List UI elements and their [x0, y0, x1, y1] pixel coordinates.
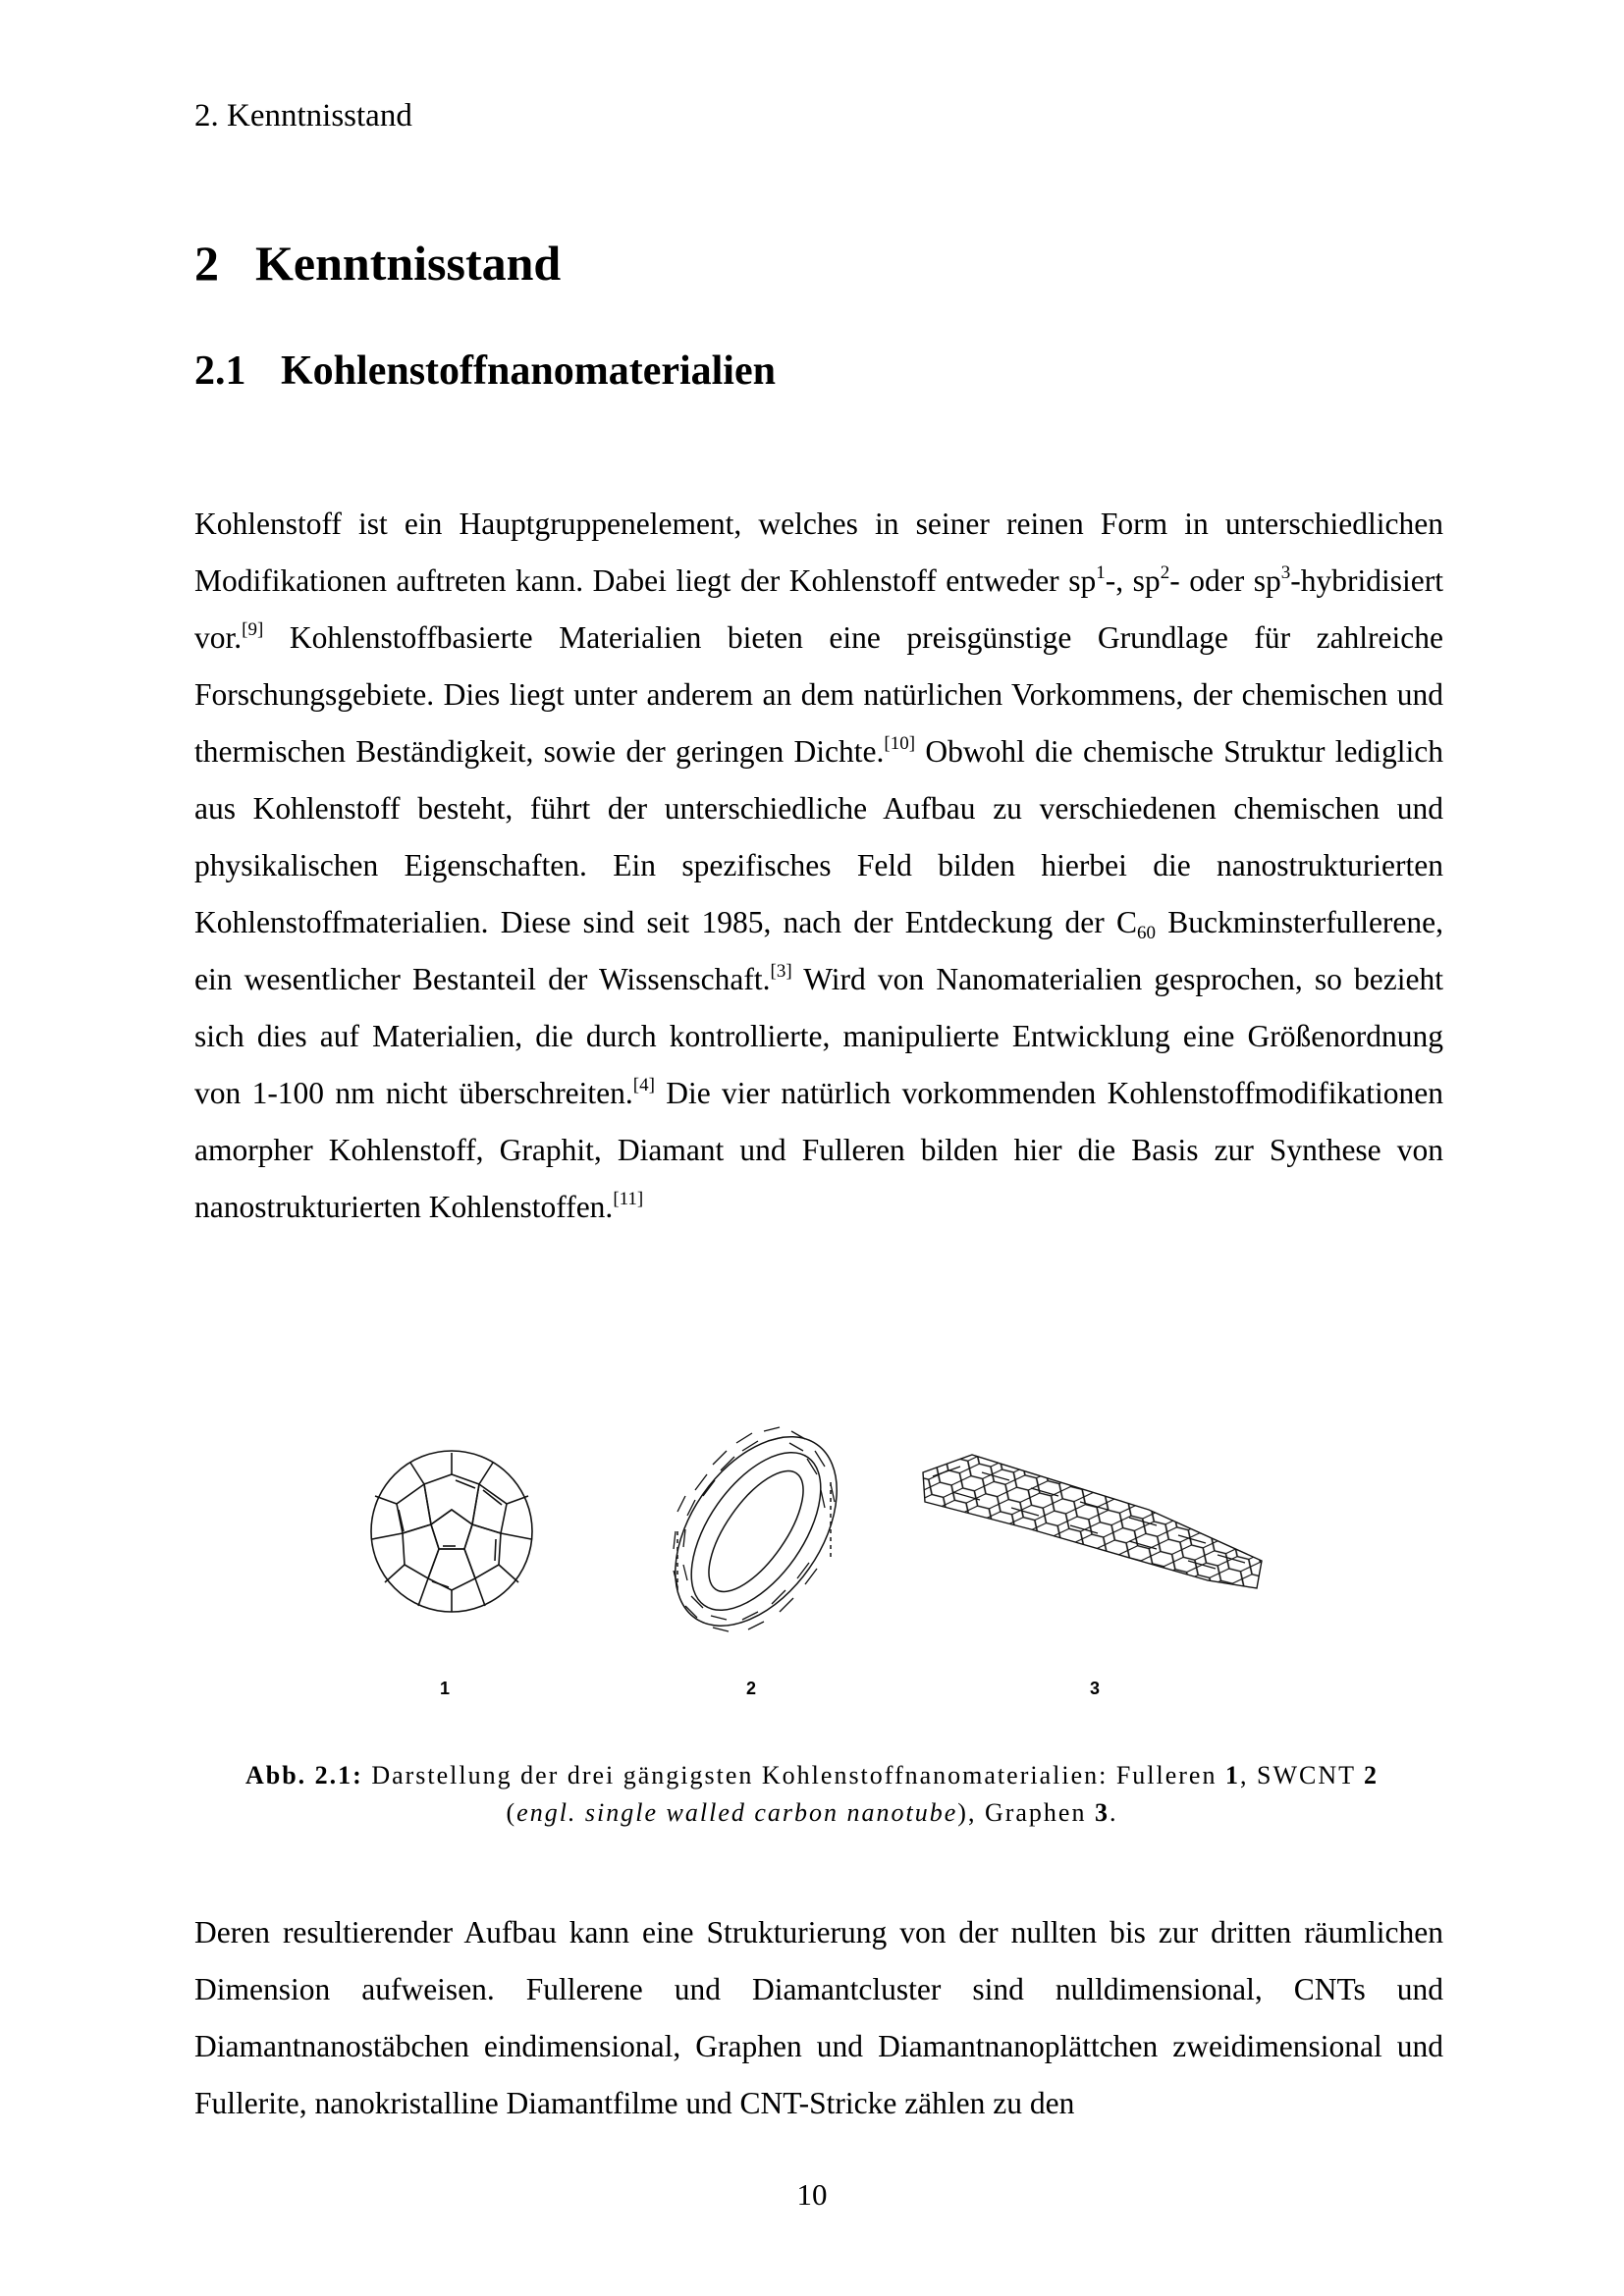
caption-compound-number: 3 [1094, 1798, 1110, 1827]
citation-ref: [9] [242, 619, 264, 640]
caption-text: Darstellung der drei gängigsten Kohlenstoffnanomaterialien: Fulleren [362, 1761, 1225, 1789]
figure-label-2: 2 [746, 1679, 757, 1698]
text-run: Obwohl die chemische Struktur lediglich aus Kohlenstoff besteht, führt der unterschiedliche Aufbau zu verschiedenen chemischen und physikalischen Eigenschaften. Ein spezifisches Feld bilden hierbei die nanostrukturierten Kohlenstoffmaterialien. Diese sind seit 1985, nach der Entdeckung der C [194, 734, 1443, 939]
text-run: Kohlenstoff ist ein Hauptgruppenelement, welches in seiner reinen Form in unterschiedlichen Modifikationen auftreten kann. Dabei liegt der Kohlenstoff entweder sp [194, 507, 1443, 598]
section-number: 2.1 [194, 348, 246, 394]
graphene-structure-icon [913, 1433, 1276, 1629]
figure-label-3: 3 [1090, 1679, 1101, 1698]
text-run: -, sp [1105, 563, 1161, 598]
subscript: 60 [1136, 923, 1156, 943]
caption-compound-number: 1 [1224, 1761, 1240, 1789]
chapter-title [194, 232, 561, 294]
chapter-title-text: Kenntnisstand [255, 236, 562, 291]
superscript: 1 [1096, 562, 1106, 583]
page-number: 10 [796, 2177, 828, 2212]
text-run: Kohlenstoffbasierte Materialien bieten eine preisgünstige Grundlage für zahlreiche Forschungsgebiete. Dies liegt unter anderem an dem natürlichen Vorkommens, der chemischen und thermischen Beständigkeit, sowie der geringen Dichte. [194, 620, 1443, 769]
citation-ref: [4] [632, 1075, 655, 1095]
caption-text: , SWCNT [1239, 1761, 1365, 1789]
section-title [194, 344, 776, 399]
citation-ref: [11] [613, 1189, 644, 1209]
caption-label: Abb. 2.1: [244, 1761, 363, 1789]
section-title-text: Kohlenstoffnanomaterialien [281, 348, 776, 394]
caption-text: . [1109, 1798, 1118, 1827]
text-run: -hybridisiert vor. [194, 563, 1443, 655]
caption-text: ), Graphen [957, 1798, 1095, 1827]
text-run: Wird von Nanomaterialien gesprochen, so bezieht sich dies auf Materialien, die durch kontrollierte, manipulierte Entwicklung eine Größenordnung von 1-100 nm nicht überschreiten. [194, 962, 1443, 1110]
paragraph-dimensions: Deren resultierender Aufbau kann eine Strukturierung von der nullten bis zur dritten räumlichen Dimension aufweisen. Fullerene und Diamantcluster sind nulldimensional, CNTs und Diamantnanostäbchen eindimensional, Graphen und Diamantnanoplättchen zweidimensional und Fullerite, nanokristalline Diamantfilme und CNT-Stricke zählen zu den [194, 1915, 1443, 2120]
paragraph-intro [194, 496, 1443, 1236]
citation-ref: [10] [884, 733, 916, 754]
superscript: 3 [1280, 562, 1291, 583]
text-run: Buckminsterfullerene, ein wesentlicher Bestanteil der Wissenschaft. [194, 905, 1444, 996]
caption-compound-number: 2 [1364, 1761, 1380, 1789]
caption-text: ( [506, 1798, 517, 1827]
figure-label-1: 1 [440, 1679, 451, 1698]
chapter-number: 2 [194, 236, 219, 291]
figure-carbon-nanomaterials [334, 1414, 1296, 1679]
fullerene-structure-icon [353, 1433, 550, 1629]
caption-italic: engl. single walled carbon nanotube [516, 1798, 958, 1827]
text-run: Die vier natürlich vorkommenden Kohlenstoffmodifikationen amorpher Kohlenstoff, Graphit, Diamant und Fulleren bilden hier die Basis zur Synthese von nanostrukturierten Kohlenstoffen. [194, 1076, 1443, 1224]
text-run: - oder sp [1169, 563, 1281, 598]
figure-caption [177, 1757, 1447, 1832]
superscript: 2 [1160, 562, 1170, 583]
nanotube-structure-icon [648, 1414, 864, 1649]
running-header: 2. Kenntnisstand [194, 98, 412, 133]
citation-ref: [3] [770, 961, 792, 982]
